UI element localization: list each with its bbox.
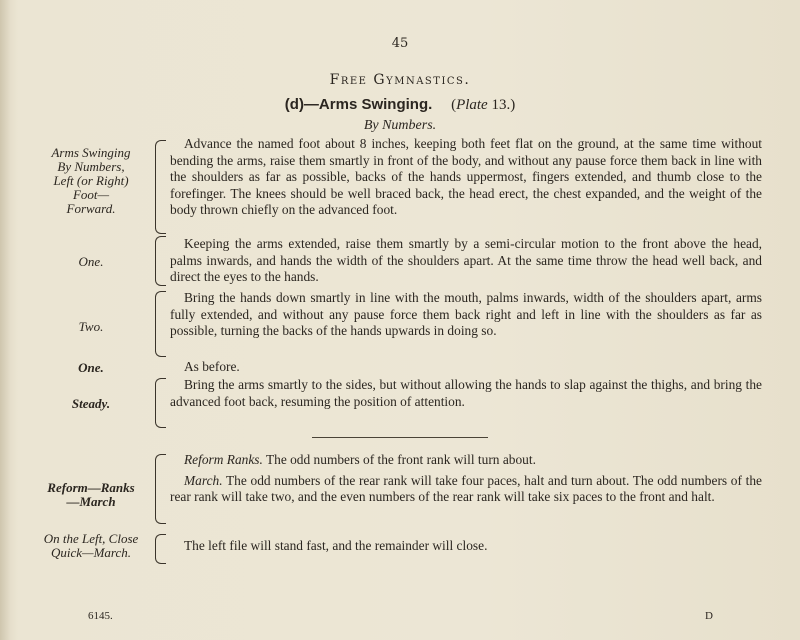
instruction-paragraph: Reform Ranks. The odd numbers of the front rank will turn about. March. The odd numbers of the rear rank will take four paces, halt and turn about. The odd numbers of the rear rank will take two, and the even numbers of the rear rank will take six paces to the front and halt. [170,452,762,505]
plate-reference: (Plate 13.) [451,97,516,113]
page-number: 45 [391,36,409,51]
signature-mark: D [705,610,713,622]
brace [155,291,166,357]
margin-command: One. [78,360,104,375]
print-code: 6145. [88,610,113,622]
instruction-paragraph: Bring the hands down smartly in line with the mouth, palms inwards, width of the shoulders apart, arms fully extended, and without any pause force them back right and left in line with the shoulders as far as possible, turning the backs of the hands upwards in doing so. [170,290,762,339]
instruction-paragraph: Keeping the arms extended, raise them smartly by a semi-circular motion to the front above the head, palms inwards, and hands the width of the shoulders apart. At the same time throw the head well back, and direct the eyes to the hands. [170,236,762,285]
margin-command: Reform—Ranks —March [47,480,135,509]
margin-command: On the Left, Close Quick—March. [43,531,139,560]
section-title: (d)—Arms Swinging. [284,96,433,113]
brace [155,454,166,524]
brace [155,236,166,286]
brace [155,378,166,428]
margin-command: Two. [78,319,104,334]
brace [155,534,166,564]
section-divider [312,437,488,438]
brace [155,140,166,234]
margin-command: One. [78,254,104,269]
instruction-paragraph: As before. [184,359,240,374]
instruction-paragraph: Bring the arms smartly to the sides, but without allowing the hands to slap against the thighs, and bring the advanced foot back, resuming the position of attention. [170,377,762,409]
instruction-paragraph: The left file will stand fast, and the remainder will close. [184,538,488,553]
margin-command: Steady. [71,396,111,411]
margin-command: Arms Swinging By Numbers, Left (or Right) Foot— Forward. [51,145,131,216]
by-numbers-heading: By Numbers. [363,118,437,133]
section-heading [0,95,800,114]
running-header: Free Gymnastics. [329,72,471,88]
instruction-paragraph: Advance the named foot about 8 inches, keeping both feet flat on the ground, at the same time without bending the arms, raise them smartly in front of the body, and without any pause force them back in line with the shoulders as far as possible, backs of the hands uppermost, fingers extended, and thumb close to the forefinger. The knees should be well braced back, the head erect, the chest expanded, and the weight of the body thrown chiefly on the advanced foot. [170,136,762,218]
